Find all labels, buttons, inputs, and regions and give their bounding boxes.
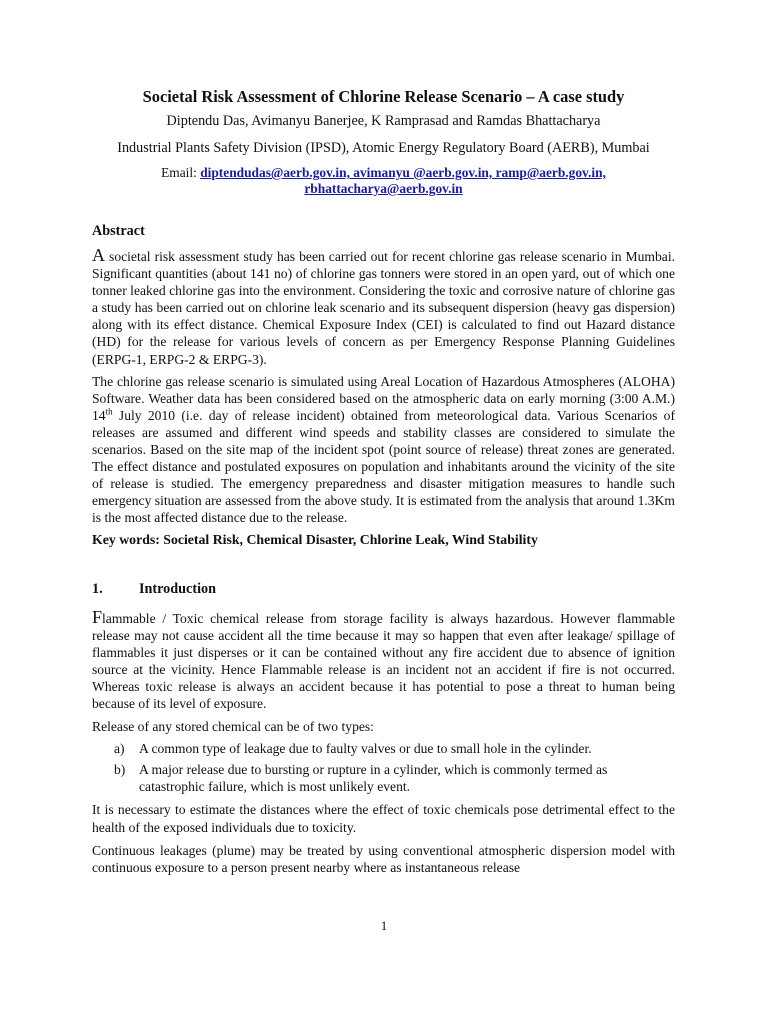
email-block	[92, 165, 675, 197]
intro-paragraph-1	[92, 606, 675, 713]
intro-paragraph-4: Continuous leakages (plume) may be treated by using conventional atmospheric dispersion model with continuous exposure to a person present nearby where as instantaneous release	[92, 842, 675, 875]
page-number: 1	[380, 918, 388, 933]
dropcap: F	[92, 606, 103, 627]
superscript: th	[105, 406, 113, 417]
section-title: Introduction	[139, 580, 216, 597]
list-item-text: A major release due to bursting or rupture in a cylinder, which is commonly termed as catastrophic failure, which is most unlikely event.	[139, 762, 608, 795]
list-item-text: A common type of leakage due to faulty valves or due to small hole in the cylinder.	[139, 741, 592, 757]
author-list: Diptendu Das, Avimanyu Banerjee, K Ramprasad and Ramdas Bhattacharya	[166, 113, 601, 129]
list-marker: b)	[114, 762, 126, 778]
list-item	[92, 740, 675, 757]
intro-paragraph-3: It is necessary to estimate the distances where the effect of toxic chemicals pose detrimental effect to the health of the exposed individuals due to toxicity.	[92, 802, 675, 835]
abstract-paragraph-2	[92, 373, 675, 527]
email-links-line2[interactable]: rbhattacharya@aerb.gov.in	[304, 181, 463, 196]
abstract-paragraph-2-text-a: The chlorine gas release scenario is simulated using Areal Location of Hazardous Atmospheres (ALOHA) Software. Weather data has been considered based on the atmospheric data on early morning (3:00 A.M.) 14	[92, 373, 675, 423]
section-number: 1.	[92, 580, 103, 597]
paper-title: Societal Risk Assessment of Chlorine Release Scenario – A case study	[142, 87, 625, 106]
section-heading	[92, 580, 675, 598]
intro-paragraph-1-text: lammable / Toxic chemical release from storage facility is always hazardous. However flammable release may not cause accident all the time because it may so happen that even after leakage/ spillage of flammables it just disperses or it can be contained without any fire accident due to absence of ignition source at the vicinity. Hence Flammable release is an incident not an accident if fire is not occurred. Whereas toxic release is always an accident because it has potential to pose a threat to human being because of its level of exposure.	[92, 610, 675, 711]
email-label: Email:	[161, 165, 197, 180]
list-marker: a)	[114, 741, 125, 757]
abstract-paragraph-1	[92, 247, 675, 368]
list-item	[92, 761, 675, 795]
intro-paragraph-2: Release of any stored chemical can be of two types:	[92, 719, 374, 735]
email-links-line1[interactable]: diptendudas@aerb.gov.in, avimanyu @aerb.gov.in, ramp@aerb.gov.in,	[200, 165, 606, 180]
abstract-paragraph-1-text: societal risk assessment study has been carried out for recent chlorine gas release scenario in Mumbai. Significant quantities (about 141 no) of chlorine gas tonners were stored in an open yard, out of which one tonner leaked chlorine gas into the environment. Considering the toxic and corrosive nature of chlorine gas a study has been carried out on chlorine leak scenario and its subsequent dispersion (heavy gas dispersion) along with its effect distance. Chemical Exposure Index (CEI) is calculated to find out Hazard distance (HD) for the release for various levels of concern as per Emergency Response Planning Guidelines (ERPG-1, ERPG-2 & ERPG-3).	[92, 249, 675, 367]
abstract-paragraph-2-text-b: July 2010 (i.e. day of release incident) obtained from meteorological data. Various Scenarios of releases are assumed and different wind speeds and stability classes are considered to simulate the scenarios. Based on the site map of the incident spot (point source of release) threat zones are generated. The effect distance and postulated exposures on population and inhabitants around the vicinity of the site of release is studied. The emergency preparedness and disaster mitigation measures to handle such emergency situation are assessed from the above study. It is estimated from the analysis that around 1.3Km is the most affected distance due to the release.	[92, 407, 675, 526]
release-type-list	[92, 740, 675, 795]
abstract-heading: Abstract	[92, 223, 145, 239]
dropcap: A	[92, 245, 105, 265]
keywords: Key words: Societal Risk, Chemical Disaster, Chlorine Leak, Wind Stability	[92, 531, 538, 547]
affiliation: Industrial Plants Safety Division (IPSD), Atomic Energy Regulatory Board (AERB), Mumbai	[117, 140, 650, 156]
paper-page	[92, 86, 675, 876]
